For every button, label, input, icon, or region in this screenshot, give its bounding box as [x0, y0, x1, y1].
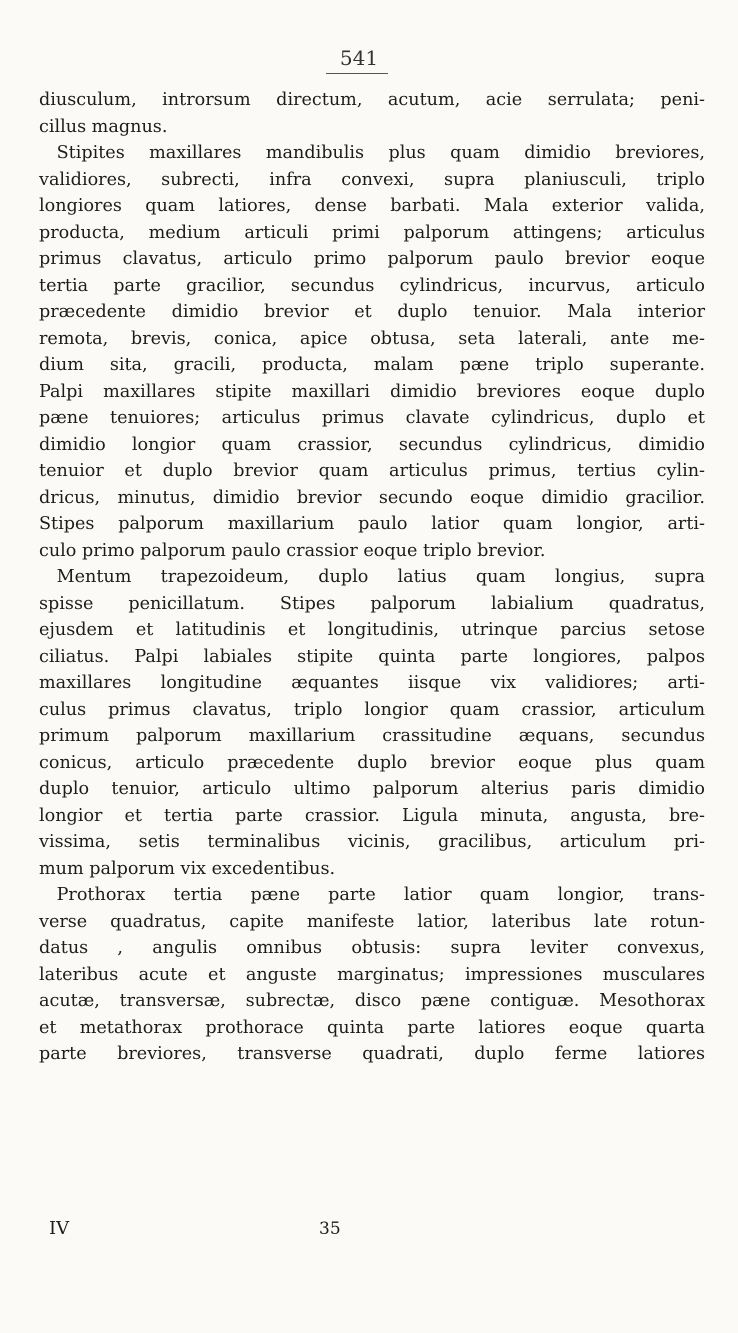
text-line: dimidio longior quam crassior, secundus cylindricus, dimidio: [39, 434, 705, 455]
text-line: Prothorax tertia pæne parte latior quam longior, trans-: [39, 885, 705, 905]
text-line: cillus magnus.: [39, 116, 168, 137]
text-line: acutæ, transversæ, subrectæ, disco pæne contiguæ. Mesothorax: [39, 991, 705, 1011]
text-line: parte breviores, transverse quadrati, duplo ferme latiores: [39, 1044, 705, 1064]
text-line: primus clavatus, articulo primo palporum paulo brevior eoque: [39, 249, 705, 269]
signature-mark: IV: [49, 1218, 70, 1239]
text-line: primum palporum maxillarium crassitudine æquans, secundus: [39, 726, 705, 746]
text-line: culus primus clavatus, triplo longior quam crassior, articulum: [39, 699, 705, 720]
text-line: datus , angulis omnibus obtusis: supra leviter convexus,: [39, 938, 705, 958]
text-line: Palpi maxillares stipite maxillari dimidio breviores eoque duplo: [39, 381, 705, 402]
text-line: diusculum, introrsum directum, acutum, acie serrulata; peni-: [39, 90, 705, 110]
text-line: longior et tertia parte crassior. Ligula minuta, angusta, bre-: [39, 805, 705, 826]
text-line: pæne tenuiores; articulus primus clavate cylindricus, duplo et: [39, 408, 705, 428]
text-line: producta, medium articuli primi palporum attingens; articulus: [39, 222, 705, 243]
text-line: validiores, subrecti, infra convexi, supra planiusculi, triplo: [39, 169, 705, 190]
header-rule: [326, 73, 388, 74]
text-line: longiores quam latiores, dense barbati. Mala exterior valida,: [39, 196, 705, 216]
text-line: mum palporum vix excedentibus.: [39, 858, 336, 879]
text-line: duplo tenuior, articulo ultimo palporum alterius paris dimidio: [39, 779, 705, 799]
text-line: vissima, setis terminalibus vicinis, gracilibus, articulum pri-: [39, 832, 705, 852]
text-line: Stipes palporum maxillarium paulo latior quam longior, arti-: [39, 514, 705, 534]
text-line: ejusdem et latitudinis et longitudinis, utrinque parcius setose: [39, 620, 705, 640]
text-line: lateribus acute et anguste marginatus; impressiones musculares: [39, 964, 705, 985]
text-line: conicus, articulo præcedente duplo brevior eoque plus quam: [39, 752, 705, 773]
text-line: tenuior et duplo brevior quam articulus primus, tertius cylin-: [39, 461, 705, 481]
sheet-number: 35: [319, 1219, 341, 1239]
body-text: [39, 87, 705, 1068]
text-line: Mentum trapezoideum, duplo latius quam longius, supra: [39, 567, 705, 587]
text-line: remota, brevis, conica, apice obtusa, seta laterali, ante me-: [39, 328, 705, 349]
text-line: dricus, minutus, dimidio brevior secundo eoque dimidio gracilior.: [39, 487, 705, 508]
text-line: maxillares longitudine æquantes iisque vix validiores; arti-: [39, 673, 705, 693]
text-line: dium sita, gracili, producta, malam pæne triplo superante.: [39, 355, 705, 375]
text-line: Stipites maxillares mandibulis plus quam dimidio breviores,: [39, 143, 705, 163]
text-line: spisse penicillatum. Stipes palporum labialium quadratus,: [39, 593, 705, 614]
text-line: verse quadratus, capite manifeste latior, lateribus late rotun-: [39, 911, 705, 932]
page-number: 541: [339, 46, 379, 70]
text-line: præcedente dimidio brevior et duplo tenuior. Mala interior: [39, 302, 705, 322]
text-line: et metathorax prothorace quinta parte latiores eoque quarta: [39, 1017, 705, 1038]
text-line: ciliatus. Palpi labiales stipite quinta parte longiores, palpos: [39, 646, 705, 667]
text-line: tertia parte gracilior, secundus cylindricus, incurvus, articulo: [39, 275, 705, 296]
text-line: culo primo palporum paulo crassior eoque triplo brevior.: [39, 540, 546, 561]
